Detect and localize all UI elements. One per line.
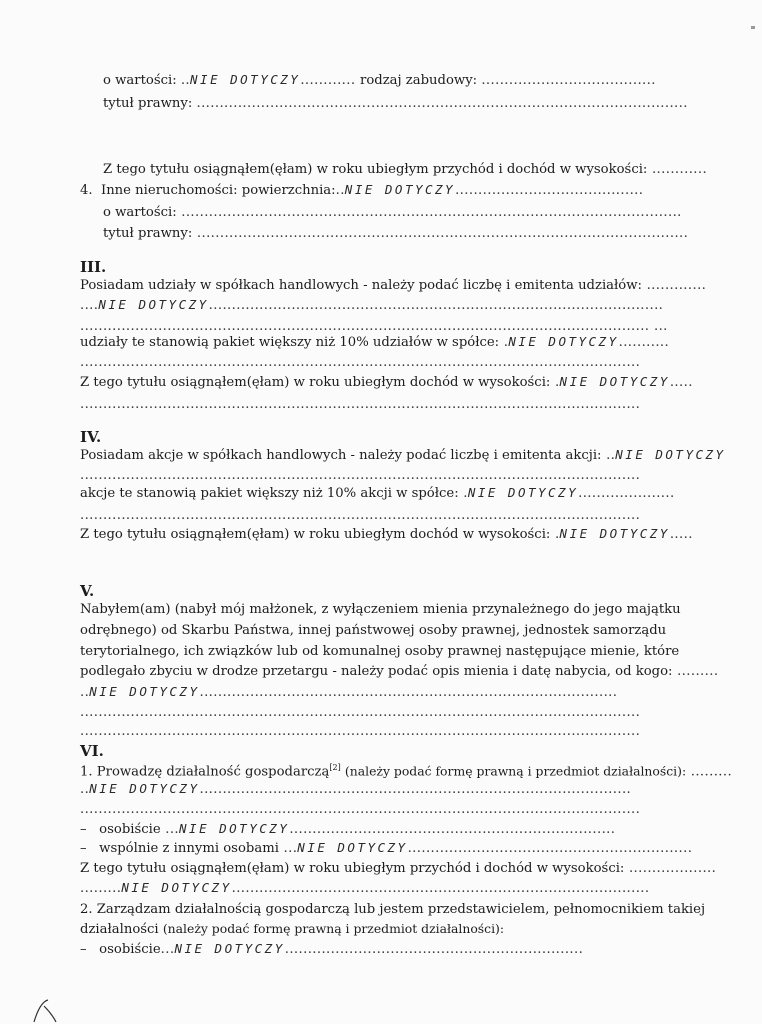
handwritten-answer: NIE DOTYCZY (615, 447, 726, 462)
legal-title-label: tytuł prawny: (103, 96, 193, 111)
item-4-number: 4. (80, 183, 93, 198)
value-label: o wartości: (103, 205, 177, 220)
income-line: Z tego tytułu osiągnąłem(ęłam) w roku ubiegłym dochód w wysokości: (80, 375, 551, 390)
handwritten-answer: NIE DOTYCZY (559, 374, 670, 389)
section-heading-vi: VI. (80, 742, 104, 760)
section-heading-v: V. (80, 582, 95, 600)
dash: – (80, 822, 87, 837)
item-1-label: 1. Prowadzę działalność gospodarczą (80, 764, 330, 780)
income-line: Z tego tytułu osiągnąłem(ęłam) w roku ubiegłym przychód i dochód w wysokości: (103, 162, 648, 177)
handwritten-answer: NIE DOTYCZY (89, 781, 200, 796)
blank-line: .......................................................................................................................... (80, 802, 641, 817)
shares-packet-line: udziały te stanowią pakiet większy niż 10% udziałów w spółce: (80, 335, 500, 350)
stocks-packet-line: akcje te stanowią pakiet większy niż 10% akcji w spółce: (80, 486, 459, 501)
handwritten-answer: NIE DOTYCZY (344, 182, 456, 197)
blank-line: .......................................................................................................................... (80, 508, 641, 523)
value-label: o wartości: (103, 73, 177, 88)
paragraph-line: podlegało zbyciu w drodze przetargu - należy podać opis mienia i datę nabycia, od kogo: (80, 664, 673, 679)
handwritten-answer: NIE DOTYCZY (467, 485, 579, 500)
jointly-label: wspólnie z innymi osobami (99, 841, 279, 856)
dash: – (80, 942, 87, 957)
item-2-label-cont: działalności (80, 922, 159, 937)
personal-label: osobiście (99, 942, 161, 957)
blank-line: ............................................................................................................................ ... (80, 319, 668, 334)
paragraph-line: odrębnego) od Skarbu Państwa, innej państwowej osoby prawnej, jednostek samorządu (80, 623, 667, 638)
personal-label: osobiście (99, 822, 161, 837)
blank-line: .......................................................................................................................... (80, 397, 641, 412)
handwritten-answer: NIE DOTYCZY (297, 840, 408, 855)
item-1-hint: (należy podać formę prawną i przedmiot działalności): (344, 763, 687, 779)
handwritten-answer: NIE DOTYCZY (179, 821, 290, 836)
handwritten-answer: NIE DOTYCZY (98, 297, 209, 312)
handwritten-answer: NIE DOTYCZY (89, 684, 200, 699)
blank-line: .......................................................................................................................... (80, 724, 641, 739)
scan-speck (751, 26, 755, 29)
blank-line: .......................................................................................................................... (80, 355, 641, 370)
paragraph-line: terytorialnego, ich związków lub od komunalnej osoby prawnej następujące mienie, które (80, 644, 680, 659)
scan-mark (30, 996, 60, 1024)
shares-line: Posiadam udziały w spółkach handlowych - należy podać liczbę i emitenta udziałów: (80, 278, 642, 293)
section-heading-iv: IV. (80, 428, 102, 446)
income-line: Z tego tytułu osiągnąłem(ęłam) w roku ubiegłym dochód w wysokości: (80, 527, 551, 542)
handwritten-answer: NIE DOTYCZY (508, 334, 619, 349)
building-type-label: rodzaj zabudowy: (360, 73, 478, 88)
item-2-label: 2. Zarządzam działalnością gospodarczą lub jestem przedstawicielem, pełnomocnikiem takiej (80, 902, 706, 917)
income-line: Z tego tytułu osiągnąłem(ęłam) w roku ubiegłym przychód i dochód w wysokości: (80, 861, 625, 876)
section-heading-iii: III. (80, 258, 107, 276)
handwritten-answer: NIE DOTYCZY (559, 526, 670, 541)
item-2-hint: (należy podać formę prawną i przedmiot działalności): (162, 921, 505, 936)
paragraph-line: Nabyłem(am) (nabył mój małżonek, z wyłączeniem mienia przynależnego do jego majątku (80, 602, 681, 617)
handwritten-answer: NIE DOTYCZY (121, 880, 232, 895)
footnote-ref: [2] (329, 763, 341, 772)
legal-title-label: tytuł prawny: (103, 226, 193, 241)
item-4-label: Inne nieruchomości: powierzchnia: (100, 183, 336, 198)
dash: – (80, 841, 87, 856)
blank-line: .......................................................................................................................... (80, 705, 641, 720)
stocks-line: Posiadam akcje w spółkach handlowych - należy podać liczbę i emitenta akcji: (80, 448, 602, 463)
handwritten-answer: NIE DOTYCZY (174, 941, 285, 956)
handwritten-answer: NIE DOTYCZY (190, 72, 301, 87)
blank-line: .......................................................................................................................... (80, 468, 641, 483)
